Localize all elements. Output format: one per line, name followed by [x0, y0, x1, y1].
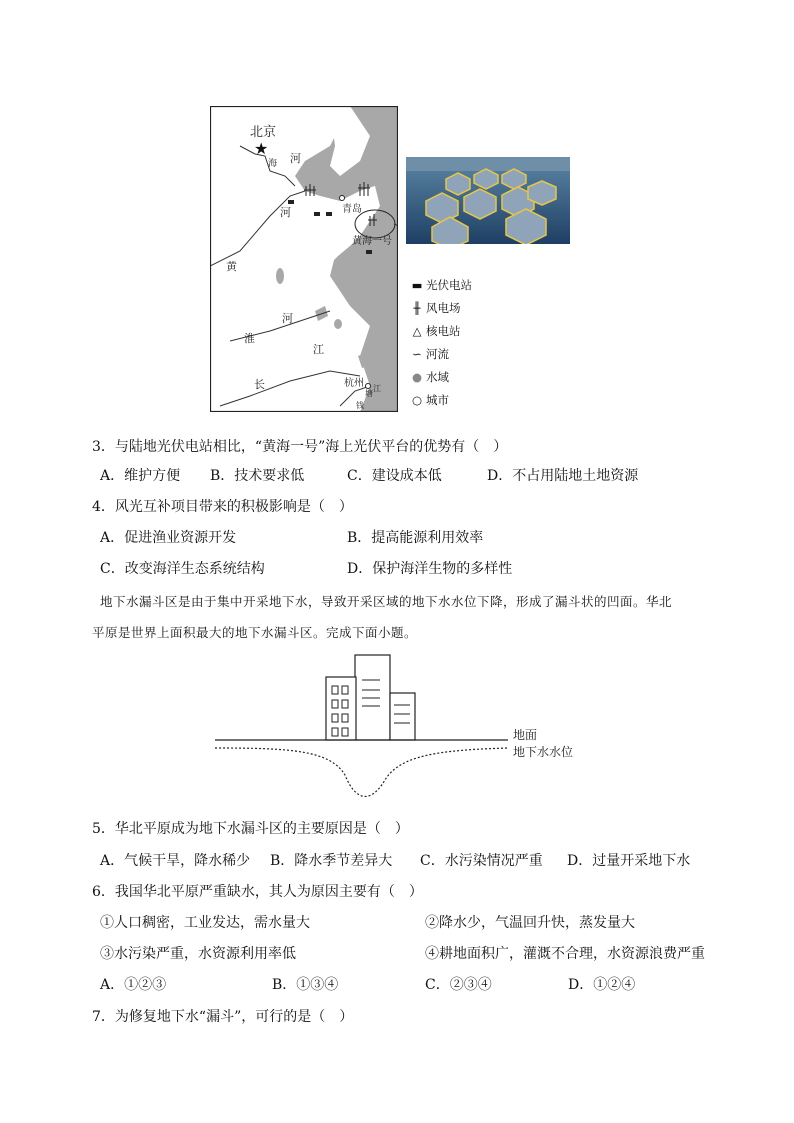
question-6-item-4: ④耕地面积广，灌溉不合理，水资源浪费严重 — [425, 946, 705, 962]
intro-line-1: 地下水漏斗区是由于集中开采地下水，导致开采区域的地下水水位下降，形成了漏斗状的凹面。华北 — [100, 594, 673, 609]
map-legend — [408, 277, 472, 415]
ground-label: 地面 — [513, 728, 538, 742]
label-chang: 长 — [254, 378, 265, 391]
question-5-option-d[interactable]: D．过量开采地下水 — [567, 853, 691, 869]
lake — [334, 319, 342, 329]
wind-farm-icon: ╫ — [413, 301, 421, 315]
lake — [276, 268, 284, 284]
label-huai: 淮 — [244, 332, 255, 345]
question-5-option-a[interactable]: A．气候干旱，降水稀少 — [100, 853, 251, 869]
question-5-option-c[interactable]: C．水污染情况严重 — [420, 853, 543, 869]
city-icon — [366, 384, 371, 389]
question-3-option-c[interactable]: C．建设成本低 — [347, 468, 442, 484]
city-icon — [340, 196, 345, 201]
question-6-option-d[interactable]: D．①②④ — [568, 977, 636, 993]
map-figure — [210, 106, 398, 412]
legend-item — [408, 300, 472, 323]
legend-label: 风电场 — [426, 301, 461, 315]
question-4-stem: 4．风光互补项目带来的积极影响是（ ） — [92, 499, 353, 515]
question-4-option-b[interactable]: B．提高能源利用效率 — [347, 530, 484, 546]
label-he-hai: 河 — [290, 152, 301, 165]
question-3-option-a[interactable]: A．维护方便 — [100, 468, 181, 484]
solar-station-icon: ▬ — [411, 278, 423, 292]
question-6-option-c[interactable]: C．②③④ — [425, 977, 492, 993]
city-icon: ○ — [411, 393, 423, 407]
question-3-option-b[interactable]: B．技术要求低 — [210, 468, 305, 484]
legend-item — [408, 369, 472, 392]
question-4-option-a[interactable]: A．促进渔业资源开发 — [100, 530, 237, 546]
question-6-stem: 6．我国华北平原严重缺水，其人为原因主要有（ ） — [92, 884, 423, 900]
water-table-label: 地下水水位 — [513, 745, 574, 759]
question-5-stem: 5．华北平原成为地下水漏斗区的主要原因是（ ） — [92, 821, 409, 837]
legend-item — [408, 346, 472, 369]
legend-item — [408, 392, 472, 415]
water-table-line — [215, 748, 508, 796]
label-hai: 海 — [268, 159, 278, 169]
question-6-option-a[interactable]: A．①②③ — [100, 977, 167, 993]
legend-label: 水域 — [426, 370, 449, 384]
question-6-item-3: ③水污染严重，水资源利用率低 — [100, 946, 296, 962]
groundwater-diagram — [210, 650, 590, 810]
funnel-diagram — [210, 650, 590, 810]
label-tang: 塘 — [365, 389, 373, 398]
intro-line-2: 平原是世界上面积最大的地下水漏斗区。完成下面小题。 — [92, 625, 418, 640]
label-jiang: 江 — [313, 343, 324, 356]
label-jiang2: 江 — [373, 384, 381, 393]
legend-item — [408, 277, 472, 300]
legend-label: 光伏电站 — [426, 278, 472, 292]
question-5-option-b[interactable]: B．降水季节差异大 — [270, 853, 393, 869]
label-qingdao: 青岛 — [342, 204, 362, 215]
question-6-item-2: ②降水少，气温回升快，蒸发量大 — [425, 915, 635, 931]
label-he-huai: 河 — [282, 312, 293, 325]
question-7-stem: 7．为修复地下水“漏斗”，可行的是（ ） — [92, 1009, 354, 1025]
question-4-option-c[interactable]: C．改变海洋生态系统结构 — [100, 561, 265, 577]
question-6-option-b[interactable]: B．①③④ — [272, 977, 339, 993]
label-he-hai2: 河 — [280, 206, 291, 219]
river — [220, 371, 360, 406]
legend-label: 核电站 — [426, 324, 461, 338]
nuclear-station-icon: △ — [412, 324, 422, 338]
legend-label: 城市 — [426, 393, 449, 407]
label-hangzhou: 杭州 — [344, 378, 364, 389]
region-map — [210, 106, 398, 412]
question-3-option-d[interactable]: D．不占用陆地土地资源 — [487, 468, 639, 484]
offshore-solar-photo — [406, 157, 570, 244]
label-qian: 钱 — [356, 401, 364, 410]
label-huang: 黄 — [226, 260, 237, 273]
river-icon: ∽ — [412, 347, 422, 361]
question-4-option-d[interactable]: D．保护海洋生物的多样性 — [347, 561, 513, 577]
label-beijing: 北京 — [250, 125, 277, 140]
beijing-star-icon: ★ — [254, 139, 269, 158]
question-3-stem: 3．与陆地光伏电站相比，“黄海一号”海上光伏平台的优势有（ ） — [92, 439, 508, 455]
label-huanghai1: 黄海一号 — [352, 236, 392, 247]
legend-label: 河流 — [426, 347, 449, 361]
legend-item — [408, 323, 472, 346]
water-body-icon: ● — [411, 370, 423, 384]
question-6-item-1: ①人口稠密，工业发达，需水量大 — [100, 915, 310, 931]
